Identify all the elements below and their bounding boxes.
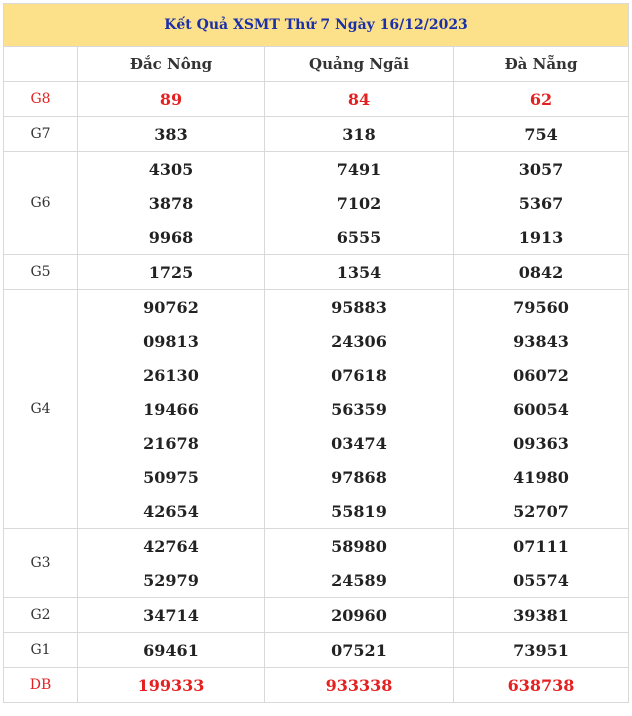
prize-number: 638738 <box>454 668 629 703</box>
prize-number: 56359 <box>265 392 454 426</box>
prize-number: 1913 <box>454 220 629 255</box>
prize-number: 06072 <box>454 358 629 392</box>
prize-number: 3878 <box>78 186 265 220</box>
prize-row-g3 <box>4 529 629 564</box>
prize-number: 58980 <box>265 529 454 564</box>
prize-label: G8 <box>4 82 78 117</box>
prize-label: G2 <box>4 598 78 633</box>
prize-number: 93843 <box>454 324 629 358</box>
prize-row-g7 <box>4 117 629 152</box>
prize-row-g5 <box>4 255 629 290</box>
prize-row-g4 <box>4 324 629 358</box>
prize-label: G6 <box>4 152 78 255</box>
prize-number: 9968 <box>78 220 265 255</box>
prize-number: 52707 <box>454 494 629 529</box>
prize-row-g6 <box>4 186 629 220</box>
prize-number: 3057 <box>454 152 629 187</box>
lottery-results-table-wrapper <box>3 3 628 703</box>
lottery-results-table <box>3 3 629 703</box>
prize-row-g4 <box>4 290 629 325</box>
prize-number: 79560 <box>454 290 629 325</box>
column-header-dac-nong: Đắc Nông <box>78 47 265 82</box>
prize-number: 97868 <box>265 460 454 494</box>
table-title: Kết Quả XSMT Thứ 7 Ngày 16/12/2023 <box>4 4 629 47</box>
prize-number: 7491 <box>265 152 454 187</box>
prize-row-g4 <box>4 426 629 460</box>
prize-number: 07111 <box>454 529 629 564</box>
prize-label: G5 <box>4 255 78 290</box>
prize-label: DB <box>4 668 78 703</box>
prize-number: 42654 <box>78 494 265 529</box>
prize-number: 21678 <box>78 426 265 460</box>
prize-row-g8 <box>4 82 629 117</box>
prize-number: 52979 <box>78 563 265 598</box>
prize-number: 933338 <box>265 668 454 703</box>
prize-number: 07521 <box>265 633 454 668</box>
prize-row-g4 <box>4 392 629 426</box>
prize-number: 90762 <box>78 290 265 325</box>
column-header-da-nang: Đà Nẵng <box>454 47 629 82</box>
prize-label: G1 <box>4 633 78 668</box>
prize-number: 1725 <box>78 255 265 290</box>
prize-number: 42764 <box>78 529 265 564</box>
prize-number: 84 <box>265 82 454 117</box>
prize-number: 5367 <box>454 186 629 220</box>
prize-row-g6 <box>4 152 629 187</box>
prize-number: 26130 <box>78 358 265 392</box>
prize-number: 09813 <box>78 324 265 358</box>
prize-number: 41980 <box>454 460 629 494</box>
prize-row-g4 <box>4 494 629 529</box>
prize-number: 39381 <box>454 598 629 633</box>
prize-number: 03474 <box>265 426 454 460</box>
prize-number: 318 <box>265 117 454 152</box>
prize-number: 50975 <box>78 460 265 494</box>
prize-number: 05574 <box>454 563 629 598</box>
prize-row-db <box>4 668 629 703</box>
header-blank <box>4 47 78 82</box>
prize-row-g2 <box>4 598 629 633</box>
prize-number: 1354 <box>265 255 454 290</box>
prize-number: 73951 <box>454 633 629 668</box>
prize-number: 4305 <box>78 152 265 187</box>
prize-number: 89 <box>78 82 265 117</box>
prize-number: 7102 <box>265 186 454 220</box>
prize-number: 34714 <box>78 598 265 633</box>
prize-label: G4 <box>4 290 78 529</box>
prize-number: 62 <box>454 82 629 117</box>
prize-row-g3 <box>4 563 629 598</box>
prize-number: 07618 <box>265 358 454 392</box>
prize-number: 69461 <box>78 633 265 668</box>
prize-number: 19466 <box>78 392 265 426</box>
header-row <box>4 47 629 82</box>
prize-number: 24589 <box>265 563 454 598</box>
prize-number: 6555 <box>265 220 454 255</box>
prize-row-g6 <box>4 220 629 255</box>
column-header-quang-ngai: Quảng Ngãi <box>265 47 454 82</box>
prize-number: 754 <box>454 117 629 152</box>
prize-number: 383 <box>78 117 265 152</box>
prize-number: 09363 <box>454 426 629 460</box>
prize-number: 199333 <box>78 668 265 703</box>
prize-number: 60054 <box>454 392 629 426</box>
title-row <box>4 4 629 47</box>
prize-row-g4 <box>4 460 629 494</box>
prize-row-g1 <box>4 633 629 668</box>
prize-number: 24306 <box>265 324 454 358</box>
prize-number: 55819 <box>265 494 454 529</box>
results-body <box>4 82 629 703</box>
prize-number: 20960 <box>265 598 454 633</box>
prize-number: 0842 <box>454 255 629 290</box>
prize-number: 95883 <box>265 290 454 325</box>
prize-label: G3 <box>4 529 78 598</box>
prize-label: G7 <box>4 117 78 152</box>
prize-row-g4 <box>4 358 629 392</box>
